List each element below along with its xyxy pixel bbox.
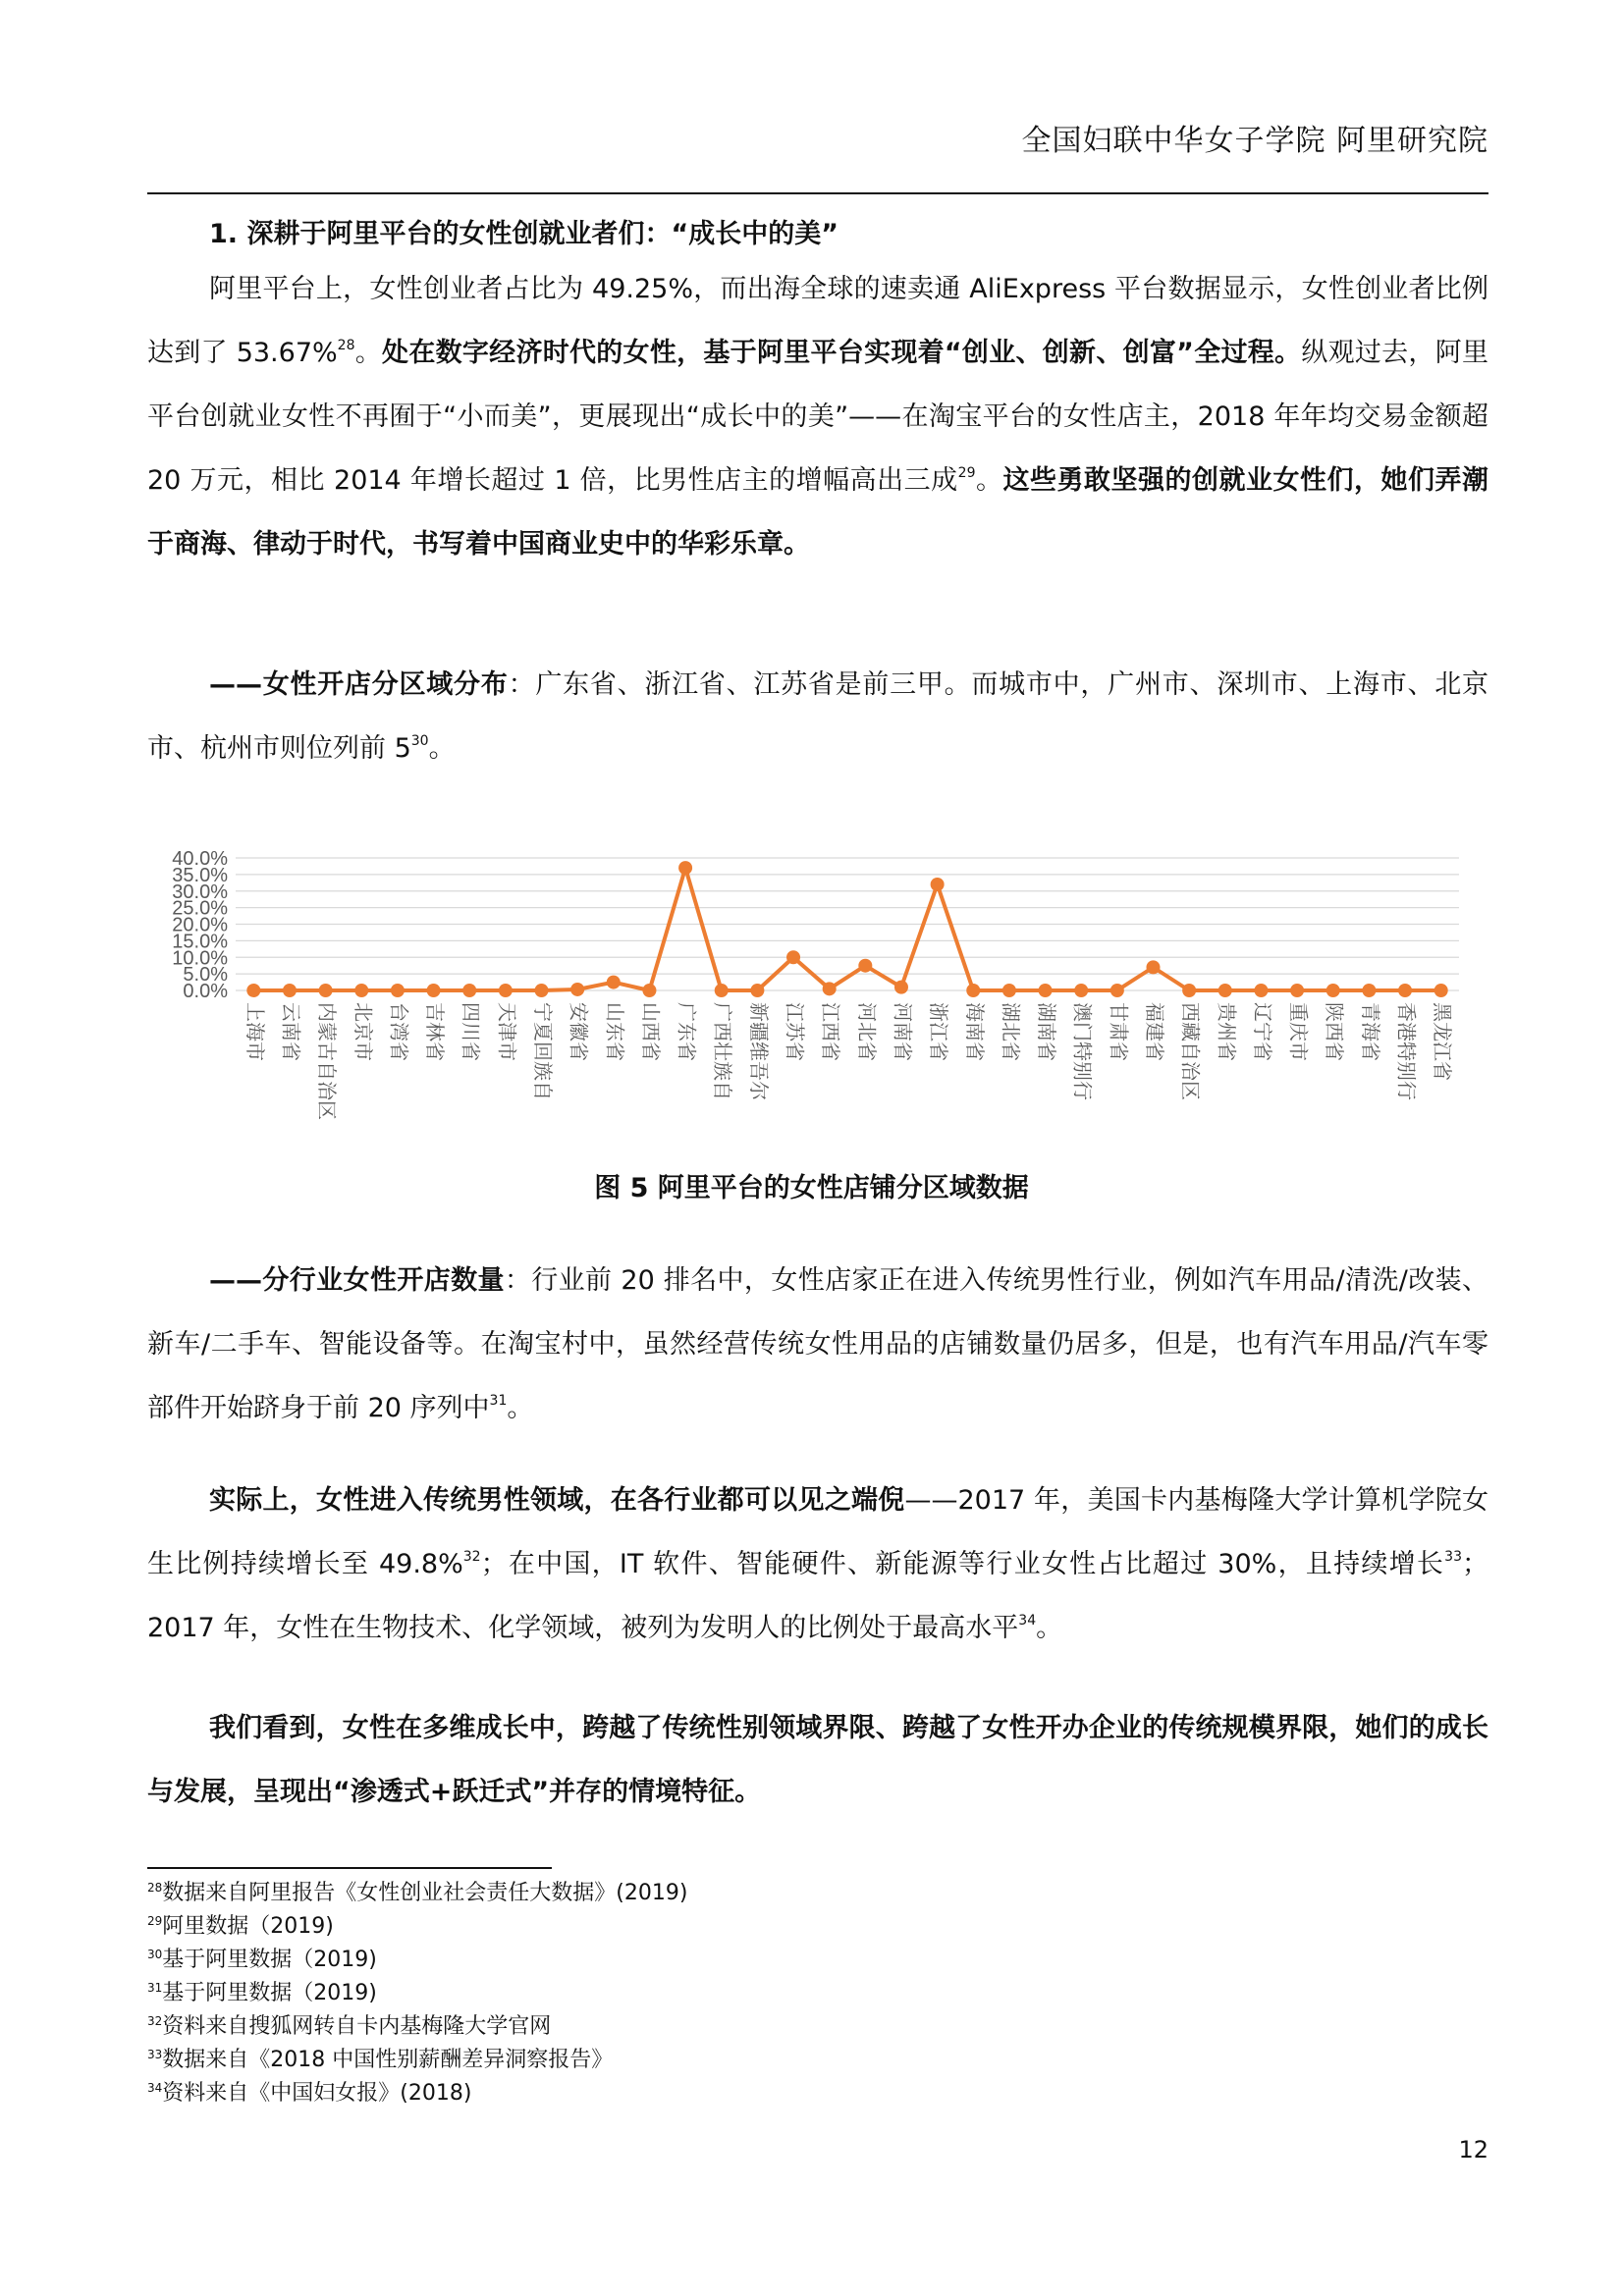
- paragraph-industry-distribution: [147, 1249, 1488, 1440]
- footnote-item: [147, 2077, 687, 2110]
- y-tick-label: 5.0%: [183, 964, 228, 987]
- x-tick-label: 福建省: [1143, 1002, 1166, 1061]
- data-point: [1074, 984, 1088, 997]
- section-heading: 1. 深耕于阿里平台的女性创就业者们：“成长中的美”: [209, 219, 839, 249]
- data-point: [1147, 960, 1161, 974]
- x-tick-label: 江苏省: [783, 1002, 807, 1061]
- p4-bold-1: 实际上，女性进入传统男性领域，在各行业都可以见之端倪: [209, 1485, 905, 1516]
- x-tick-label: 陕西省: [1323, 1002, 1347, 1061]
- data-point: [246, 984, 260, 997]
- x-tick-label: 内蒙古自治区: [315, 1002, 340, 1120]
- data-point: [715, 984, 729, 997]
- y-tick-label: 0.0%: [183, 981, 228, 1002]
- x-tick-label: 四川省: [459, 1002, 483, 1061]
- x-tick-label: 重庆市: [1286, 1002, 1311, 1061]
- x-tick-label: 北京市: [351, 1002, 375, 1061]
- footnote-item: [147, 1877, 687, 1910]
- series-line: [253, 868, 1440, 990]
- regional-line-chart: [147, 836, 1488, 1160]
- footnote-number: 29: [147, 1914, 163, 1928]
- footnote-ref-28[interactable]: 28: [337, 338, 355, 353]
- data-point: [642, 984, 656, 997]
- x-tick-label: 香港特别行: [1394, 1002, 1419, 1100]
- y-tick-label: 35.0%: [172, 864, 228, 886]
- paragraph-male-fields: [147, 1468, 1488, 1660]
- x-tick-label: 青海省: [1358, 1002, 1382, 1061]
- data-point: [1254, 984, 1268, 997]
- p1-text-2: 。: [354, 338, 383, 368]
- footnote-ref-34[interactable]: 34: [1018, 1613, 1037, 1629]
- x-tick-label: 湖北省: [999, 1002, 1023, 1061]
- footnote-item: [147, 1944, 687, 1977]
- footnote-ref-31[interactable]: 31: [489, 1393, 508, 1409]
- footnote-text: 数据来自阿里报告《女性创业社会责任大数据》(2019): [162, 1881, 688, 1905]
- p4-text-2: ；在中国，IT 软件、智能硬件、新能源等行业女性占比超过 30%，且持续增长: [480, 1549, 1445, 1579]
- footnote-text: 资料来自《中国妇女报》(2018): [162, 2081, 472, 2106]
- x-tick-label: 台湾省: [387, 1002, 411, 1061]
- footnote-item: [147, 1977, 687, 2010]
- x-tick-label: 广东省: [675, 1002, 699, 1061]
- x-tick-label: 上海市: [243, 1002, 267, 1061]
- p1-text-3: 纵观过去，阿里平台创就业女性不再囿于“小而美”，更展现出“成长中的美”——在淘宝平台的女性店主，2018 年年均交易金额超 20 万元，相比 2014 年增长超过 1 倍，比男性店主的增幅高出三成: [147, 338, 1488, 496]
- y-tick-label: 10.0%: [172, 947, 228, 970]
- x-tick-label: 江西省: [819, 1002, 843, 1061]
- footnote-item: [147, 2044, 687, 2077]
- footnote-ref-32[interactable]: 32: [462, 1549, 481, 1565]
- y-tick-label: 20.0%: [172, 914, 228, 936]
- data-point: [894, 981, 908, 994]
- p1-text-4: 。: [975, 465, 1003, 496]
- data-point: [750, 984, 764, 997]
- footnote-text: 基于阿里数据（2019): [162, 1948, 377, 1972]
- footnote-number: 28: [147, 1881, 163, 1895]
- p1-bold-1: 处在数字经济时代的女性，基于阿里平台实现着“创业、创新、创富”全过程。: [382, 338, 1302, 368]
- paragraph-women-entrepreneurs: [147, 257, 1488, 576]
- x-tick-label: 浙江省: [927, 1002, 951, 1061]
- data-point: [319, 984, 333, 997]
- footnote-number: 32: [147, 2014, 163, 2028]
- page-number: 12: [1458, 2136, 1488, 2163]
- data-point: [535, 984, 549, 997]
- data-point: [1398, 984, 1412, 997]
- data-point: [858, 959, 872, 973]
- x-tick-label: 山西省: [638, 1002, 663, 1061]
- x-tick-label: 天津市: [495, 1002, 519, 1061]
- y-tick-label: 30.0%: [172, 881, 228, 903]
- footnote-text: 阿里数据（2019): [162, 1914, 334, 1939]
- x-tick-label: 贵州省: [1215, 1002, 1239, 1061]
- data-point: [607, 976, 621, 989]
- p4-text-4: 。: [1036, 1613, 1063, 1643]
- data-point: [1218, 984, 1232, 997]
- x-tick-label: 甘肃省: [1107, 1002, 1131, 1061]
- running-header: 全国妇联中华女子学院 阿里研究院: [1021, 124, 1488, 158]
- data-point: [1002, 984, 1016, 997]
- data-point: [678, 861, 692, 875]
- y-tick-label: 15.0%: [172, 931, 228, 953]
- data-point: [931, 878, 945, 891]
- x-tick-label: 云南省: [279, 1002, 303, 1061]
- x-tick-label: 安徽省: [567, 1002, 591, 1061]
- footnote-divider: [147, 1867, 552, 1869]
- footnote-item: [147, 2010, 687, 2044]
- footnote-item: [147, 1910, 687, 1944]
- data-point: [1182, 984, 1196, 997]
- header-divider: [147, 192, 1488, 194]
- footnote-text: 数据来自《2018 中国性别薪酬差异洞察报告》: [162, 2048, 614, 2072]
- footnotes: [147, 1877, 687, 2110]
- data-point: [1326, 984, 1340, 997]
- p2-text-2: 。: [428, 733, 456, 764]
- footnote-number: 31: [147, 1981, 163, 1995]
- footnote-text: 资料来自搜狐网转自卡内基梅隆大学官网: [162, 2014, 552, 2039]
- x-tick-label: 湖南省: [1035, 1002, 1059, 1061]
- data-point: [354, 984, 368, 997]
- p3-bold-1: ——分行业女性开店数量: [209, 1265, 505, 1296]
- data-point: [786, 950, 800, 964]
- p1-text-1: 阿里平台上，女性创业者占比为 49.25%，而出海全球的速卖通 AliExpress 平台数据显示，女性创业者比例达到了 53.67%: [147, 274, 1488, 368]
- paragraph-regional-distribution: [147, 653, 1488, 780]
- p2-text-1: ：广东省、浙江省、江苏省是前三甲。而城市中，广州市、深圳市、上海市、北京市、杭州市则位列前 5: [147, 669, 1489, 764]
- data-point: [391, 984, 405, 997]
- data-point: [462, 984, 476, 997]
- figure-caption: 图 5 阿里平台的女性店铺分区域数据: [594, 1173, 1029, 1203]
- x-tick-label: 澳门特别行: [1070, 1002, 1095, 1100]
- x-tick-label: 宁夏回族自: [531, 1002, 555, 1100]
- data-point: [1362, 984, 1376, 997]
- paragraph-conclusion: [147, 1696, 1488, 1824]
- footnote-ref-29[interactable]: 29: [957, 465, 976, 481]
- x-tick-label: 河南省: [891, 1002, 915, 1061]
- p4-text-1: ——2017 年，美国卡内基梅隆大学计算机学院女生比例持续增长至 49.8%: [147, 1485, 1489, 1579]
- y-tick-label: 25.0%: [172, 897, 228, 920]
- p2-bold-1: ——女性开店分区域分布: [209, 669, 509, 700]
- data-point: [1434, 984, 1448, 997]
- p3-text-2: 。: [507, 1393, 534, 1423]
- x-tick-label: 河北省: [854, 1002, 879, 1061]
- data-point: [1290, 984, 1304, 997]
- p5-bold-1: 我们看到，女性在多维成长中，跨越了传统性别领域界限、跨越了女性开办企业的传统规模界限，她们的成长与发展，呈现出“渗透式+跃迁式”并存的情境特征。: [147, 1713, 1488, 1807]
- data-point: [570, 983, 584, 996]
- data-point: [499, 984, 513, 997]
- x-tick-label: 海南省: [962, 1002, 987, 1061]
- p3-text-1: ：行业前 20 排名中，女性店家正在进入传统男性行业，例如汽车用品/清洗/改装、新车/二手车、智能设备等。在淘宝村中，虽然经营传统女性用品的店铺数量仍居多，但是，也有汽车用品/汽车零部件开始跻身于前 20 序列中: [147, 1265, 1488, 1423]
- footnote-text: 基于阿里数据（2019): [162, 1981, 377, 2005]
- data-point: [823, 982, 837, 995]
- footnote-number: 33: [147, 2048, 163, 2061]
- p1-bold-2: 这些勇敢坚强的创就业女性们，她们弄潮于商海、律动于时代，书写着中国商业史中的华彩乐章。: [147, 465, 1488, 560]
- y-tick-label: 40.0%: [172, 848, 228, 870]
- footnote-number: 30: [147, 1948, 163, 1961]
- x-tick-label: 辽宁省: [1250, 1002, 1274, 1061]
- x-tick-label: 广西壮族自: [711, 1002, 735, 1100]
- x-tick-label: 吉林省: [423, 1002, 448, 1061]
- x-tick-label: 黑龙江省: [1431, 1002, 1455, 1081]
- data-point: [1110, 984, 1124, 997]
- footnote-number: 34: [147, 2081, 163, 2095]
- data-point: [283, 984, 297, 997]
- footnote-ref-30[interactable]: 30: [410, 733, 429, 749]
- data-point: [427, 984, 441, 997]
- data-point: [966, 984, 980, 997]
- x-tick-label: 西藏自治区: [1178, 1002, 1203, 1100]
- x-tick-label: 山东省: [603, 1002, 627, 1061]
- x-tick-label: 新疆维吾尔: [746, 1002, 771, 1100]
- data-point: [1039, 984, 1053, 997]
- p4-text-3: ；2017 年，女性在生物技术、化学领域，被列为发明人的比例处于最高水平: [147, 1549, 1488, 1643]
- footnote-ref-33[interactable]: 33: [1444, 1549, 1462, 1565]
